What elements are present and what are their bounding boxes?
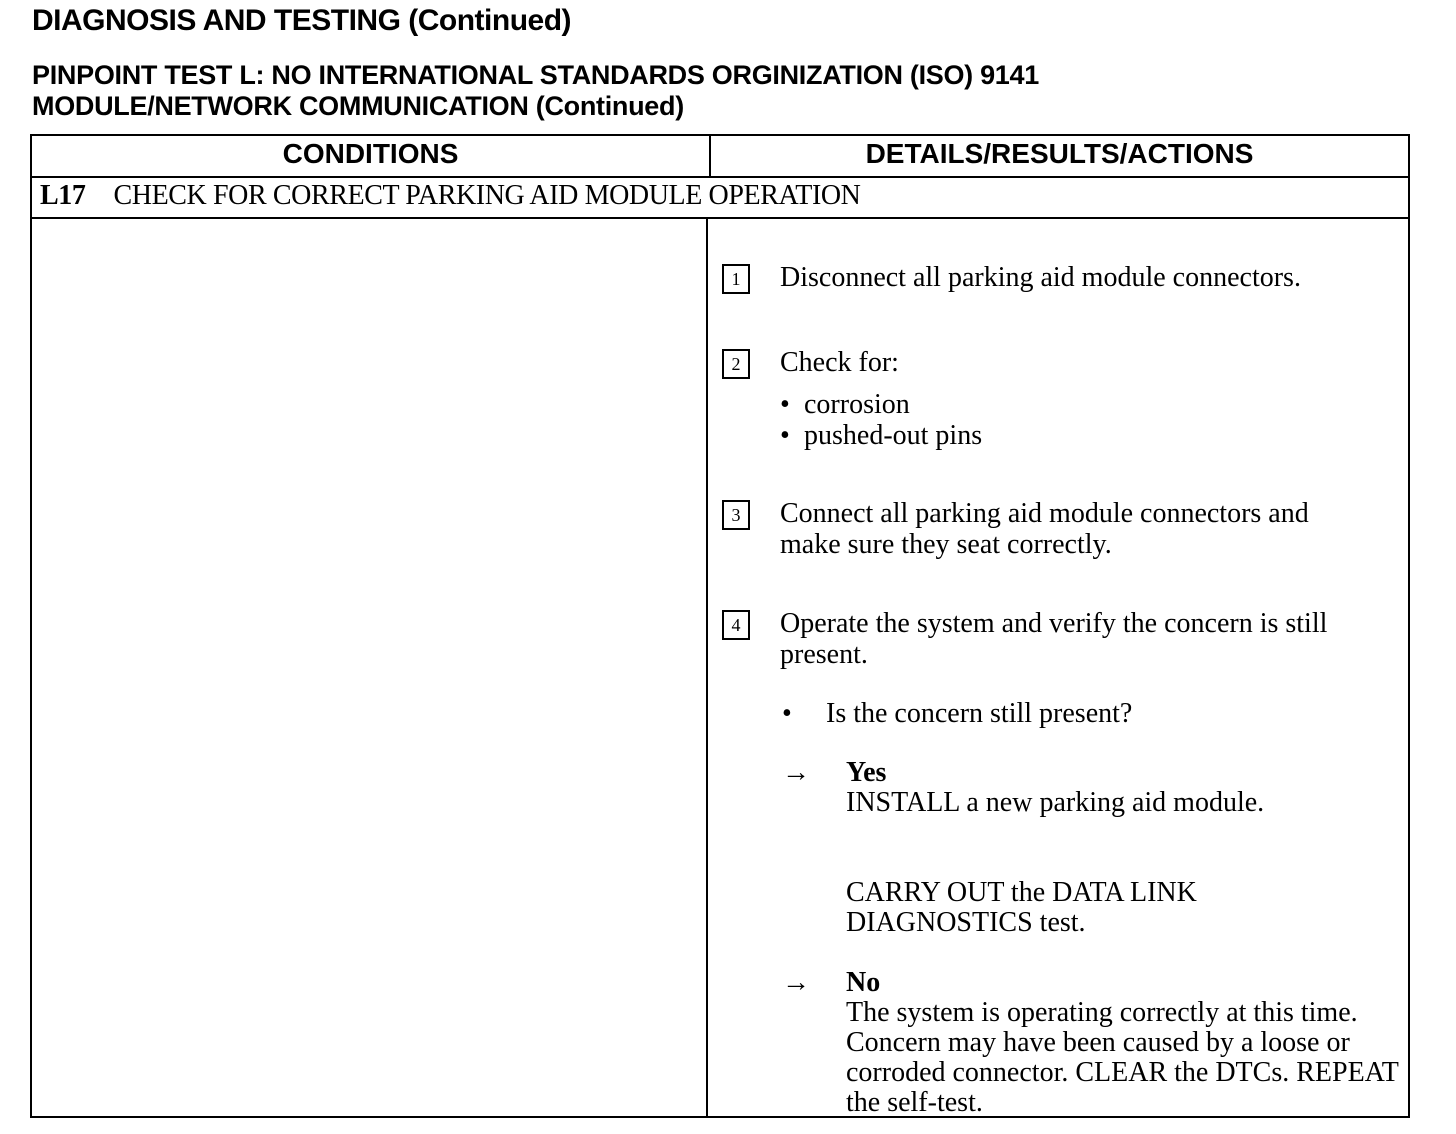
header-divider [32,176,1408,178]
answer-yes-action-1: INSTALL a new parking aid module. [846,787,1265,818]
step-text: Check for: [780,347,899,378]
question: • Is the concern still present? [782,698,1133,729]
list-item: • corrosion [780,389,910,420]
answer-no-label: No [846,967,881,998]
answer-yes-action-2: CARRY OUT the DATA LINK DIAGNOSTICS test. [846,877,1197,938]
test-title [32,60,1039,122]
arrow-right-icon: → [782,967,810,998]
step-title: CHECK FOR CORRECT PARKING AID MODULE OPERATION [113,180,861,211]
step-number-box: 4 [722,610,750,640]
step-row-divider [32,217,1408,219]
step-number-box: 1 [722,264,750,294]
answer-yes-label: Yes [846,757,887,788]
check-list [780,389,982,451]
pinpoint-test-table [30,134,1410,1118]
question-text: Is the concern still present? [826,698,1133,729]
step-text: Disconnect all parking aid module connectors. [780,262,1301,293]
step-text: Connect all parking aid module connectors and make sure they seat correctly. [780,498,1309,560]
answer-no-action: The system is operating correctly at this time. Concern may have been caused by a loose or corroded connector. CLEAR the DTCs. REPEAT the self-test. [846,997,1399,1118]
test-title-line-1: PINPOINT TEST L: NO INTERNATIONAL STANDARDS ORGINIZATION (ISO) 9141 [32,60,1039,90]
arrow-right-icon: → [782,757,810,788]
test-title-line-2: MODULE/NETWORK COMMUNICATION (Continued) [32,91,684,121]
step-id: L17 [40,180,86,211]
step-number-box: 3 [722,500,750,530]
conditions-column-header: CONDITIONS [282,138,459,169]
step-number-box: 2 [722,349,750,379]
step-text: Operate the system and verify the concern is still present. [780,608,1328,670]
list-item: • pushed-out pins [780,420,983,451]
details-column-header: DETAILS/RESULTS/ACTIONS [865,138,1254,169]
step-heading [40,180,861,212]
column-divider-body [706,217,708,1116]
section-title: DIAGNOSIS AND TESTING (Continued) [32,4,572,37]
